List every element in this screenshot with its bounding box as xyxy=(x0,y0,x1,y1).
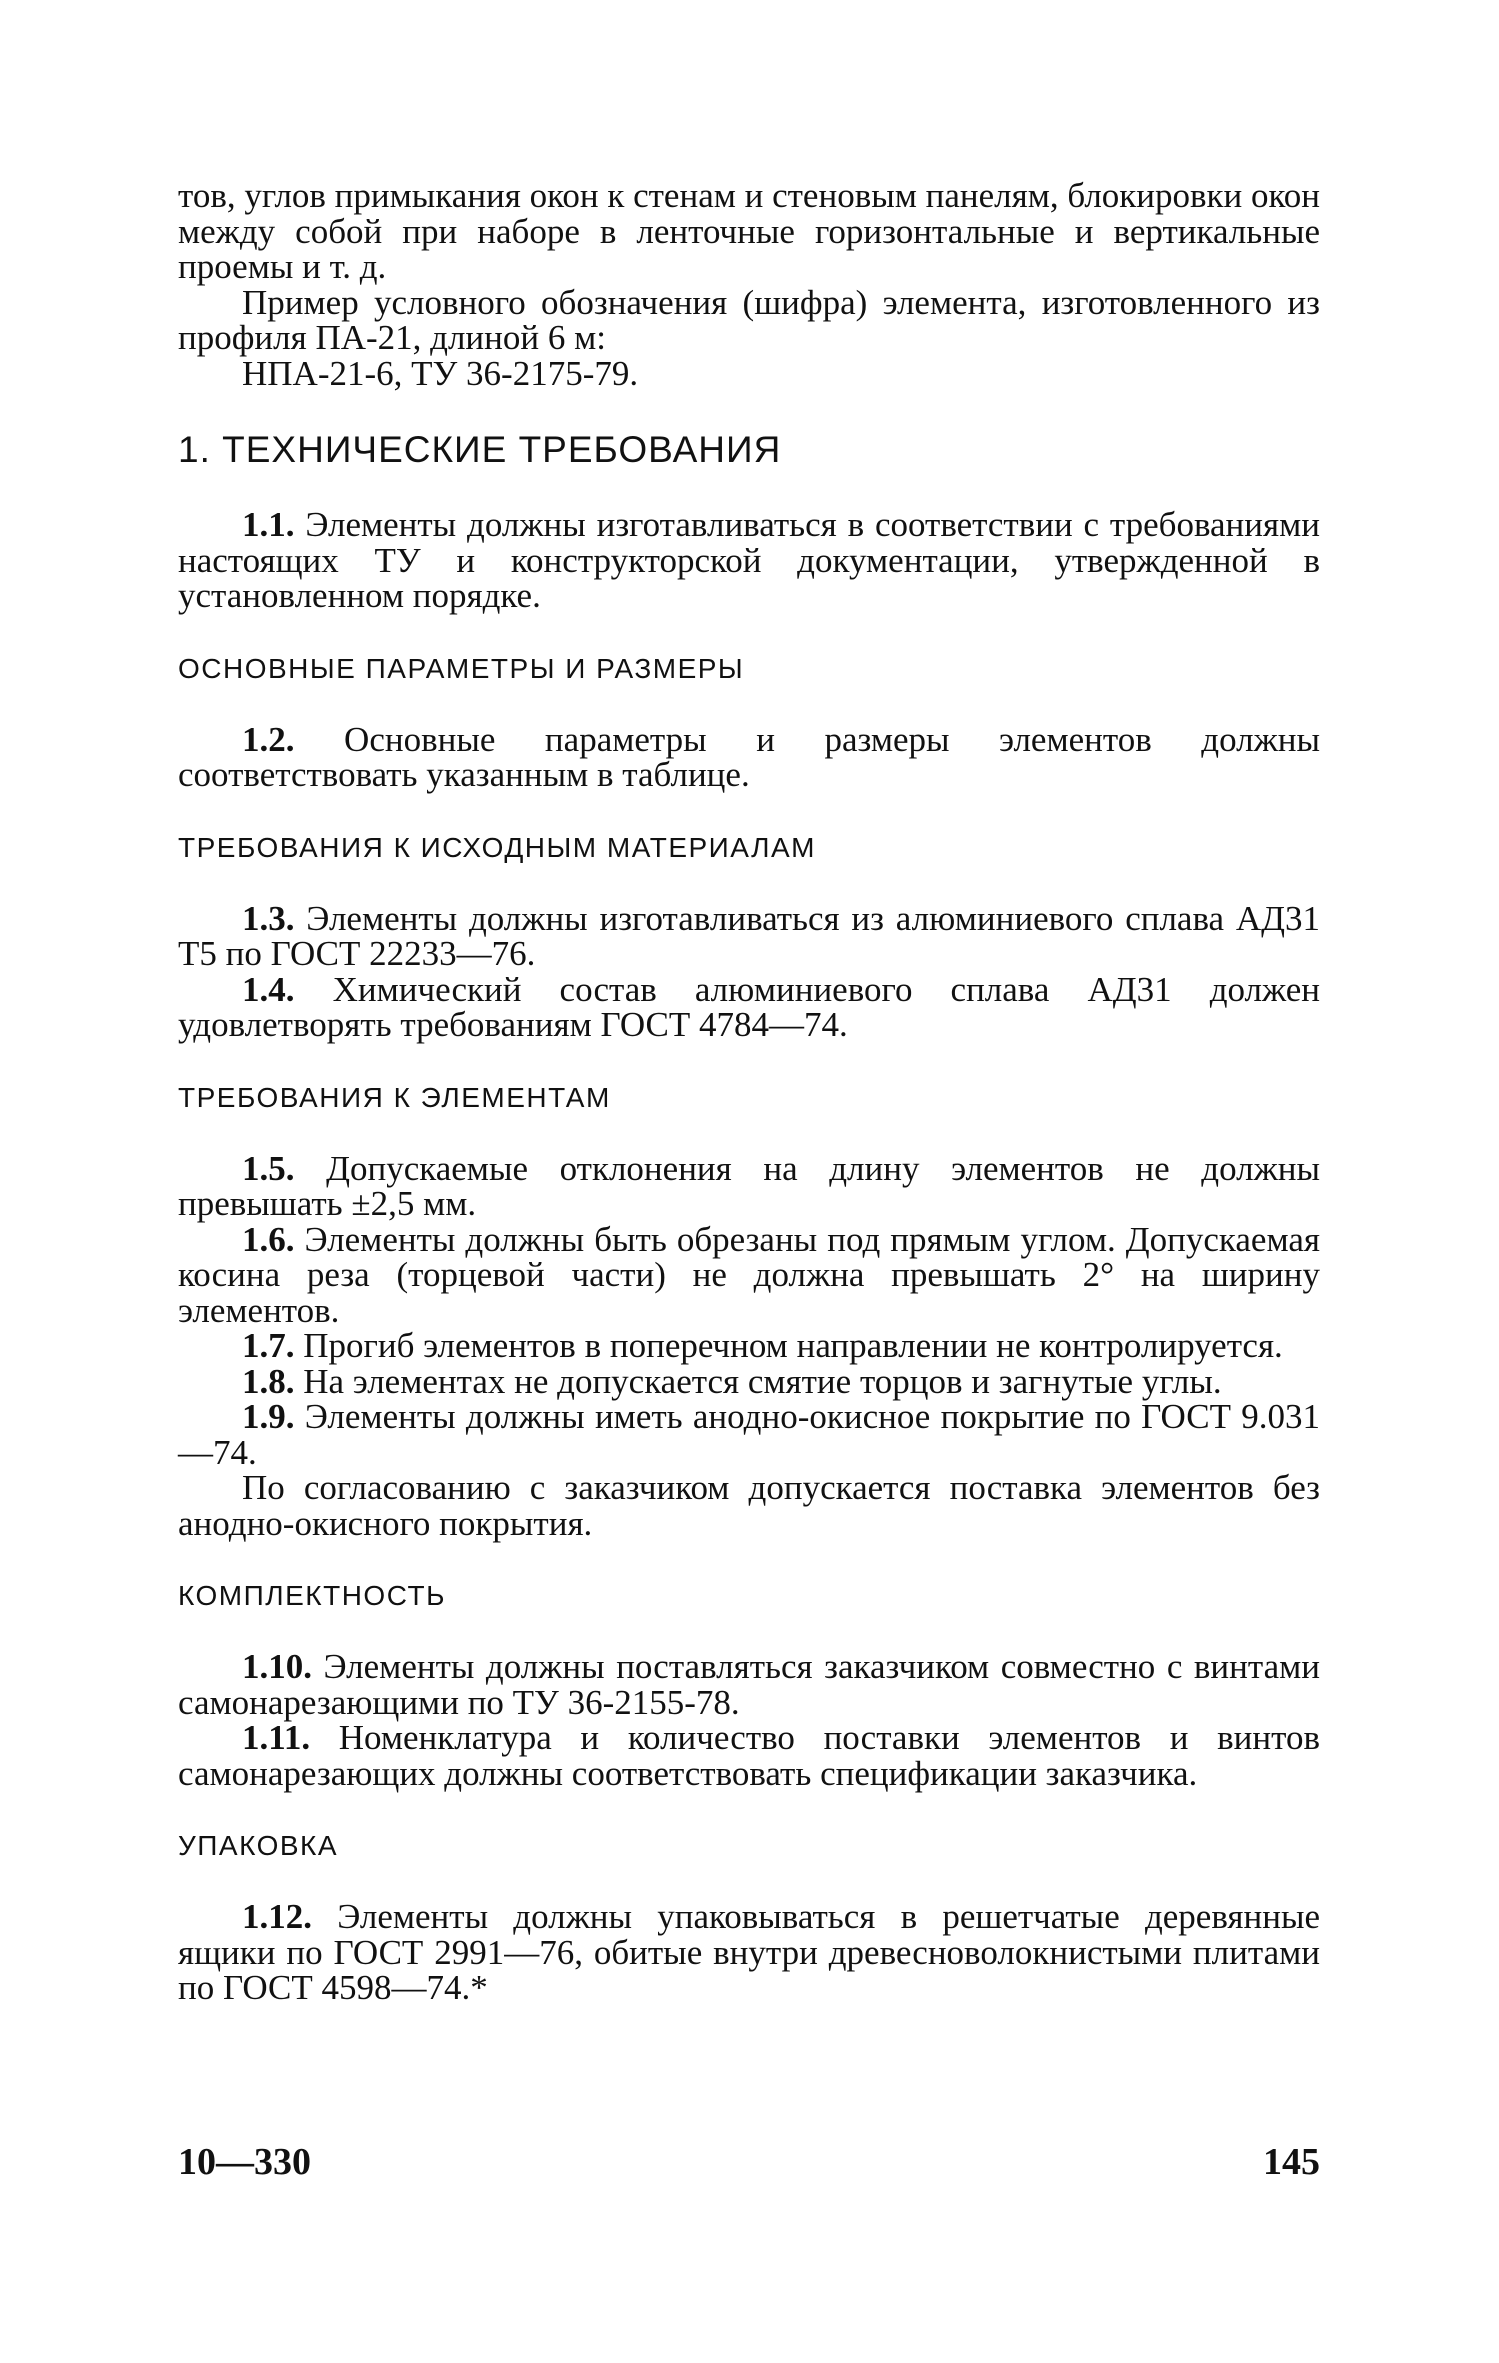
section-title-technical-requirements: 1. ТЕХНИЧЕСКИЕ ТРЕБОВАНИЯ xyxy=(178,429,782,470)
page-footer xyxy=(178,2140,1320,2184)
clause-1-5 xyxy=(178,1148,1321,1223)
clause-1-12 xyxy=(178,1899,1320,2006)
clause-text: Химический состав алюминиевого сплава АД31 должен удовлетворять требованиям ГОСТ 4784—74. xyxy=(178,969,1320,1044)
clause-number: 1.9. xyxy=(242,1397,295,1436)
designation-example-paragraph: Пример условного обозначения (шифра) элемента, изготовленного из профиля ПА-21, длиной 6 м: xyxy=(178,282,1320,357)
clause-number: 1.3. xyxy=(242,898,295,938)
clause-number: 1.8. xyxy=(242,1361,295,1401)
intro-paragraph: тов, углов примыкания окон к стенам и стеновым панелям, блокировки окон между собой при наборе в ленточные горизонтальные и вертикальные проемы и т. д. xyxy=(178,176,1320,286)
clause-1-2 xyxy=(178,719,1320,794)
clause-number: 1.1. xyxy=(242,505,295,544)
clause-1-3 xyxy=(178,898,1320,973)
page-number: 145 xyxy=(1263,2141,1320,2183)
subsection-title-elements: ТРЕБОВАНИЯ К ЭЛЕМЕНТАМ xyxy=(178,1081,611,1113)
clause-1-10 xyxy=(178,1649,1320,1720)
clause-number: 1.11. xyxy=(242,1718,311,1757)
clause-1-4 xyxy=(178,969,1320,1044)
clause-text: На элементах не допускается смятие торцов и загнутые углы. xyxy=(303,1361,1222,1401)
clause-1-8 xyxy=(178,1361,1320,1401)
designation-code: НПА-21-6, ТУ 36-2175-79. xyxy=(242,353,639,393)
clause-text: Прогиб элементов в поперечном направлении не контролируется. xyxy=(303,1326,1283,1365)
clause-1-9 xyxy=(178,1399,1320,1470)
clause-text: Элементы должны быть обрезаны под прямым углом. Допускаемая косина реза (торцевой части) не должна превышать 2° на ширину элементов. xyxy=(178,1219,1320,1330)
clause-text: Основные параметры и размеры элементов должны соответствовать указанным в таблице. xyxy=(178,719,1320,794)
subsection-title-completeness: КОМПЛЕКТНОСТЬ xyxy=(178,1580,446,1611)
clause-text: Элементы должны поставляться заказчиком совместно с винтами самонарезающими по ТУ 36-2155-78. xyxy=(178,1647,1321,1722)
clause-1-1 xyxy=(178,507,1320,614)
clause-1-6 xyxy=(178,1219,1320,1330)
clause-number: 1.6. xyxy=(242,1219,295,1259)
clause-number: 1.12. xyxy=(242,1897,312,1936)
subsection-title-parameters: ОСНОВНЫЕ ПАРАМЕТРЫ И РАЗМЕРЫ xyxy=(178,652,745,684)
clause-number: 1.7. xyxy=(242,1326,295,1365)
clause-1-7 xyxy=(178,1328,1320,1364)
subsection-title-packing: УПАКОВКА xyxy=(178,1830,339,1861)
clause-text: Элементы должны упаковываться в решетчатые деревянные ящики по ГОСТ 2991—76, обитые внутри древесноволокнистыми плитами по ГОСТ 4598—74.* xyxy=(178,1897,1320,2007)
clause-text: Допускаемые отклонения на длину элементов не должны превышать ±2,5 мм. xyxy=(178,1148,1321,1223)
note-paragraph: По согласованию с заказчиком допускается поставка элементов без анодно-окисного покрытия. xyxy=(178,1468,1320,1543)
clause-text: Элементы должны изготавливаться из алюминиевого сплава АД31 Т5 по ГОСТ 22233—76. xyxy=(178,898,1320,973)
clause-text: Элементы должны изготавливаться в соответствии с требованиями настоящих ТУ и конструкторской документации, утвержденной в установленном порядке. xyxy=(178,505,1321,615)
clause-text: Номенклатура и количество поставки элементов и винтов самонарезающих должны соответствовать спецификации заказчика. xyxy=(178,1718,1320,1793)
clause-number: 1.5. xyxy=(242,1148,295,1188)
clause-number: 1.10. xyxy=(242,1647,312,1686)
subsection-title-materials: ТРЕБОВАНИЯ К ИСХОДНЫМ МАТЕРИАЛАМ xyxy=(178,831,816,863)
document-page xyxy=(178,178,1320,2006)
clause-1-11 xyxy=(178,1720,1320,1791)
clause-number: 1.4. xyxy=(242,969,295,1009)
clause-number: 1.2. xyxy=(242,719,295,759)
signature-mark: 10—330 xyxy=(178,2141,311,2183)
clause-text: Элементы должны иметь анодно-окисное покрытие по ГОСТ 9.031—74. xyxy=(178,1397,1320,1472)
